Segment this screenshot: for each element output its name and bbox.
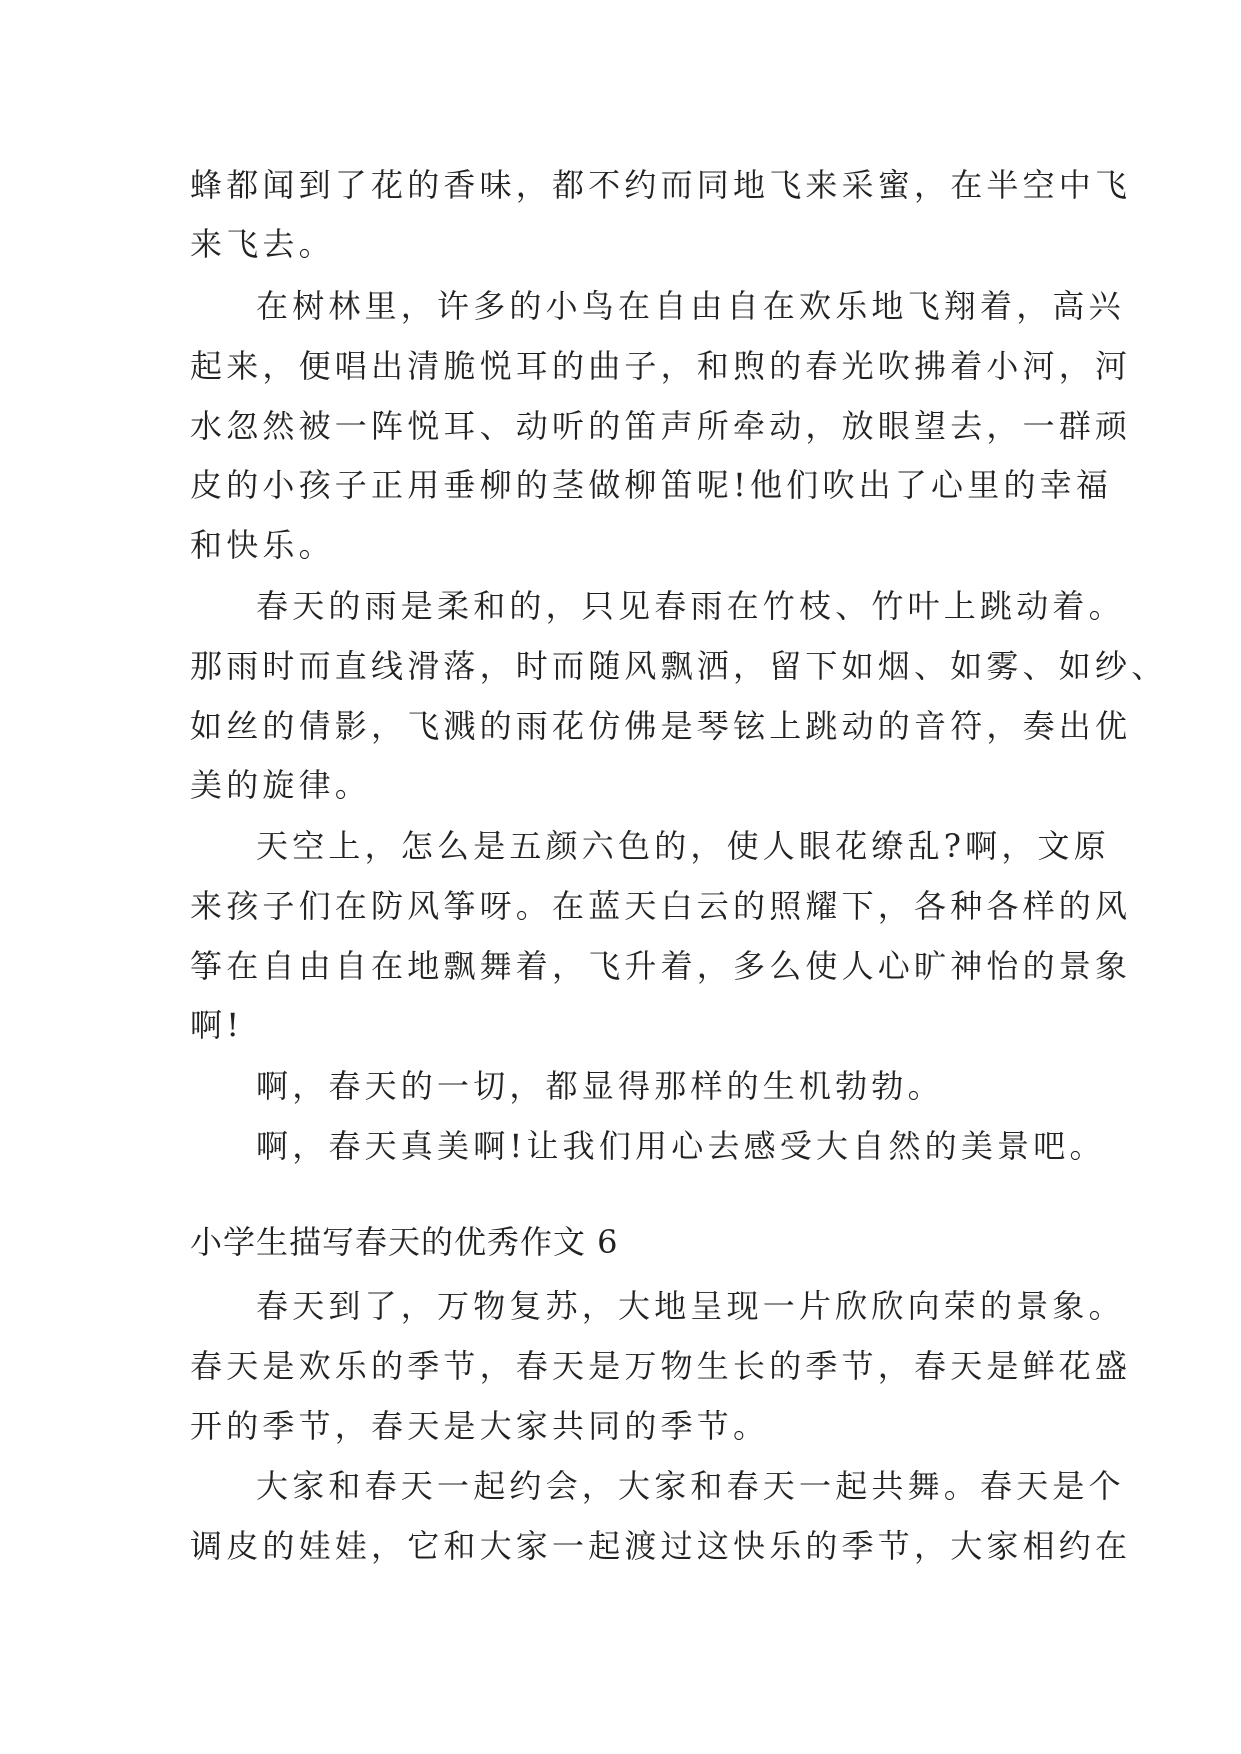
text-line: 啊，春天的一切，都显得那样的生机勃勃。 <box>256 1067 944 1105</box>
text-line: 开的季节，春天是大家共同的季节。 <box>190 1407 770 1445</box>
text-line: 天空上，怎么是五颜六色的，使人眼花缭乱?啊，文原 <box>256 827 1110 865</box>
text-line: 那雨时而直线滑落，时而随风飘洒，留下如烟、如雾、如纱、 <box>190 647 1168 685</box>
text-line: 起来，便唱出清脆悦耳的曲子，和煦的春光吹拂着小河，河 <box>190 347 1132 385</box>
text-line: 蜂都闻到了花的香味，都不约而同地飞来采蜜，在半空中飞 <box>190 166 1132 204</box>
text-line: 大家和春天一起约会，大家和春天一起共舞。春天是个 <box>256 1467 1125 1505</box>
text-line: 春天的雨是柔和的，只见春雨在竹枝、竹叶上跳动着。 <box>256 587 1125 625</box>
text-line: 皮的小孩子正用垂柳的茎做柳笛呢!他们吹出了心里的幸福 <box>190 466 1113 504</box>
section-title: 小学生描写春天的优秀作文 6 <box>190 1223 619 1261</box>
text-line: 啊，春天真美啊!让我们用心去感受大自然的美景吧。 <box>256 1127 1106 1165</box>
text-line: 水忽然被一阵悦耳、动听的笛声所牵动，放眼望去，一群顽 <box>190 407 1132 445</box>
text-line: 调皮的娃娃，它和大家一起渡过这快乐的季节，大家相约在 <box>190 1527 1132 1565</box>
text-line: 如丝的倩影，飞溅的雨花仿佛是琴铉上跳动的音符，奏出优 <box>190 707 1132 745</box>
text-line: 春天是欢乐的季节，春天是万物生长的季节，春天是鲜花盛 <box>190 1347 1132 1385</box>
text-line: 春天到了，万物复苏，大地呈现一片欣欣向荣的景象。 <box>256 1287 1125 1325</box>
text-line: 筝在自由自在地飘舞着，飞升着，多么使人心旷神怡的景象 <box>190 947 1132 985</box>
text-line: 和快乐。 <box>190 526 335 564</box>
text-line: 在树林里，许多的小鸟在自由自在欢乐地飞翔着，高兴 <box>256 287 1125 325</box>
text-line: 美的旋律。 <box>190 766 372 804</box>
text-line: 啊! <box>190 1006 244 1044</box>
text-line: 来飞去。 <box>190 225 335 263</box>
text-line: 来孩子们在防风筝呀。在蓝天白云的照耀下，各种各样的风 <box>190 887 1132 925</box>
